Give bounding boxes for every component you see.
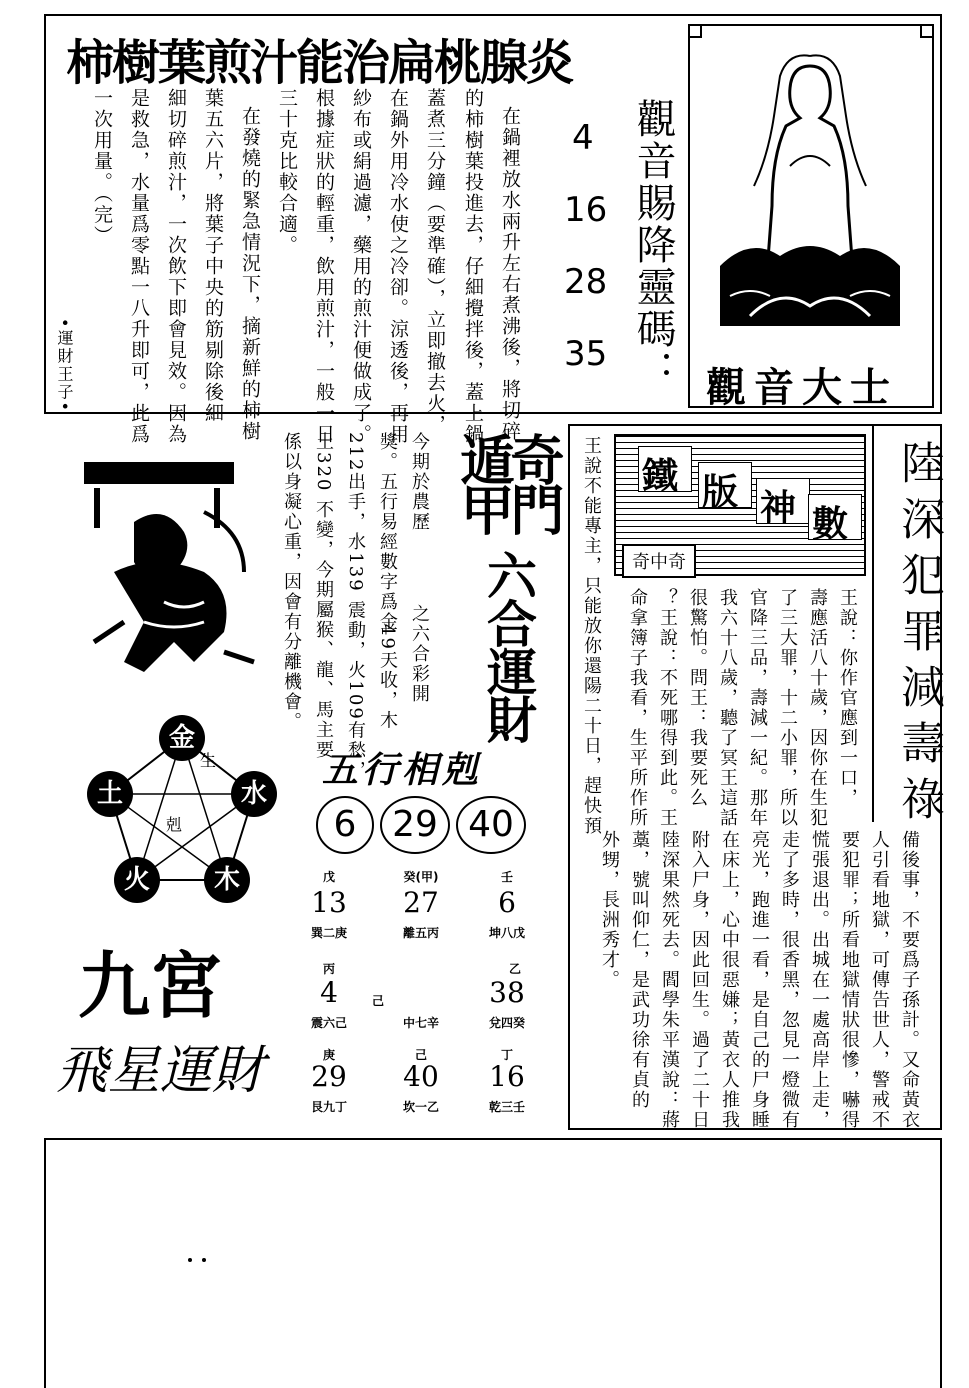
element-earth: 土 bbox=[87, 771, 133, 817]
bottom-frame-right bbox=[940, 1138, 942, 1388]
article-col-5: 紗布或絹過濾，藥用的煎汁便做成了。 bbox=[350, 88, 372, 445]
lu-col-15: 要犯罪；所看地獄情狀很慘，嚇得 bbox=[839, 830, 860, 1130]
jiugong-cell-1-label: 巽二庚 bbox=[310, 926, 347, 940]
jiugong-cell-6-stem: 乙 bbox=[508, 962, 521, 976]
element-metal: 金 bbox=[159, 715, 205, 761]
guanyin-caption: 觀音大士 bbox=[706, 364, 898, 411]
article-col-12: 一次用量。（完） bbox=[91, 88, 113, 247]
tieban-banner bbox=[614, 434, 866, 576]
article-col-10: 細切碎煎汁，一次飲下即會見效。因為 bbox=[165, 88, 187, 445]
element-wood: 木 bbox=[204, 857, 250, 903]
lu-col-14: 人引看地獄，可傳告世人，警戒不 bbox=[869, 830, 890, 1130]
jiugong-cell-7-label: 艮九丁 bbox=[310, 1100, 347, 1114]
article-col-7: 三十克比較合適。 bbox=[276, 88, 298, 256]
lu-col-6: 很驚怕。問王：我要死么 bbox=[687, 588, 708, 808]
guanyin-title: 觀音賜降靈碼： bbox=[630, 98, 676, 392]
lu-col-5: 我六十八歲，聽了冥王這話 bbox=[717, 588, 738, 828]
article-col-1: 在鍋裡放水兩升左右煮沸後，將切碎 bbox=[499, 106, 521, 442]
article-col-9: 葉五六片，將葉子中央的筋剔除後細 bbox=[202, 88, 224, 424]
qimen-col-2: 獎。五行易經數字爲金 bbox=[377, 432, 398, 632]
qimen-col-5: 係以身凝心重，因會有分離機會。 bbox=[281, 432, 302, 732]
warrior-illustration bbox=[74, 452, 264, 692]
guanyin-figure-illustration bbox=[690, 26, 932, 346]
article-col-11: 是救急，水量爲零點一八升即可，此爲 bbox=[128, 88, 150, 445]
jiugong-cell-9-label: 乾三壬 bbox=[488, 1100, 525, 1114]
qimen-title-b: 遁甲 bbox=[452, 432, 516, 532]
lu-col-13: 備後事，不要爲子孫計。又命黃衣 bbox=[899, 830, 920, 1130]
jiugong-cell-4-stem: 丙 bbox=[322, 962, 335, 976]
article-col-8: 在發燒的緊急情況下，摘新鮮的柿樹 bbox=[239, 106, 261, 442]
qimen-col-4: 土320 不變，今期屬猴、龍、馬主要 bbox=[313, 432, 334, 761]
article-author: •運財王子• bbox=[55, 318, 74, 413]
wuxing-ke-label: 剋 bbox=[166, 815, 183, 834]
banner-char-1: 鐵 bbox=[642, 455, 679, 497]
jiugong-title: 九宮 bbox=[78, 943, 223, 1028]
article-col-3: 蓋煮三分鐘（要準確），立即撤去火， bbox=[424, 88, 446, 436]
guanyin-number-2: 16 bbox=[564, 190, 608, 230]
qimen-col-1: 今期於農歷 bbox=[409, 432, 430, 532]
jiugong-cell-4-num: 4 bbox=[320, 976, 338, 1009]
lu-col-18: 亮光，跑進一看，是自己的尸身睡 bbox=[749, 830, 770, 1130]
jiugong-subtitle: 飛星運財 bbox=[56, 1041, 265, 1101]
jiugong-cell-7-num: 29 bbox=[311, 1060, 347, 1093]
lu-col-7b: ？王說：不死哪得到此。王 bbox=[657, 588, 678, 828]
guanyin-number-3: 28 bbox=[564, 262, 608, 302]
wuxing-title: 五行相剋 bbox=[322, 749, 483, 791]
lu-col-1: 王說：你作官應到一口， bbox=[837, 588, 858, 808]
lu-col-12: 王說不能專主，只能放你還陽二十日，趕快預 bbox=[581, 436, 602, 836]
jiugong-cell-5-stem: 己 bbox=[371, 994, 384, 1008]
lu-col-20: 附入尸身，因此回生。過了二十日 bbox=[689, 830, 710, 1130]
guanyin-picture-frame bbox=[688, 24, 934, 411]
bottom-frame-top bbox=[44, 1138, 942, 1140]
main-title: 柿樹葉煎汁能治扁桃腺炎 bbox=[66, 35, 573, 91]
lu-col-16: 慌張退出。出城在一處高岸上走， bbox=[809, 830, 830, 1130]
guanyin-number-4: 35 bbox=[564, 334, 608, 374]
jiugong-cell-5-label: 中七辛 bbox=[402, 1016, 439, 1030]
lu-story-divider bbox=[872, 424, 874, 822]
lu-col-21: 陸深果然死去。閻學朱平漢說：蔣 bbox=[659, 830, 680, 1130]
jiugong-cell-9-stem: 丁 bbox=[500, 1048, 513, 1062]
jiugong-cell-3-num: 6 bbox=[498, 886, 516, 919]
wuxing-number-2: 29 bbox=[380, 796, 450, 854]
qimen-title-a: 奇門 bbox=[502, 432, 566, 532]
lu-col-23: 外甥，長洲秀才。 bbox=[599, 830, 620, 990]
lu-col-3: 了三大罪，十二小罪，所以 bbox=[777, 588, 798, 828]
jiugong-cell-6-label: 兌四癸 bbox=[488, 1016, 525, 1030]
jiugong-cell-2-label: 離五丙 bbox=[402, 926, 439, 940]
article-col-2: 的柿樹葉投進去，仔細攪拌後，蓋上鍋 bbox=[462, 88, 484, 445]
jiugong-cell-3-label: 坤八戊 bbox=[488, 926, 525, 940]
jiugong-cell-3-stem: 壬 bbox=[500, 870, 513, 884]
lu-col-19: 在床上，心中很惡嫌；黃衣人推我 bbox=[719, 830, 740, 1130]
jiugong-cell-8-num: 40 bbox=[403, 1060, 439, 1093]
qimen-side-note: 之六合彩開 bbox=[409, 604, 430, 704]
wuxing-number-3: 40 bbox=[456, 796, 526, 854]
qimen-title-c: 六合運財 bbox=[479, 550, 538, 742]
lu-col-17: 走了多時，很香黑，忽見一燈微有 bbox=[779, 830, 800, 1130]
wuxing-number-1: 6 bbox=[316, 796, 374, 854]
jiugong-cell-1-num: 13 bbox=[311, 886, 347, 919]
bottom-frame-left bbox=[44, 1138, 46, 1388]
stray-dots bbox=[188, 1258, 192, 1262]
jiugong-cell-6-num: 38 bbox=[489, 976, 525, 1009]
guanyin-number-1: 4 bbox=[572, 118, 594, 158]
jiugong-cell-7-stem: 庚 bbox=[322, 1048, 335, 1062]
jiugong-cell-1-stem: 戊 bbox=[322, 870, 335, 884]
lu-col-22: 藁，號叫仰仁，是武功徐有貞的 bbox=[629, 830, 650, 1110]
qimen-side-note-2: 49天收，木 bbox=[377, 624, 398, 731]
qimen-col-3: 212出手，水139 震動，火109有愁， bbox=[345, 432, 366, 781]
jiugong-cell-2-num: 27 bbox=[403, 886, 439, 919]
lu-col-4: 官降三品，壽減一紀。那年 bbox=[747, 588, 768, 828]
banner-char-2: 版 bbox=[702, 471, 739, 513]
article-col-6: 根據症狀的輕重，飲用煎汁，一般一日 bbox=[313, 88, 335, 445]
element-water: 水 bbox=[231, 771, 277, 817]
element-fire: 火 bbox=[114, 857, 160, 903]
jiugong-cell-8-stem: 己 bbox=[414, 1048, 427, 1062]
jiugong-cell-2-stem: 癸(甲) bbox=[403, 870, 439, 884]
wuxing-sheng-label: 生 bbox=[200, 751, 217, 770]
jiugong-cell-9-num: 16 bbox=[489, 1060, 525, 1093]
jiugong-cell-8-label: 坎一乙 bbox=[402, 1100, 439, 1114]
lu-col-2: 壽應活八十歲，因你在生犯 bbox=[807, 588, 828, 828]
lu-story-title: 陸深犯罪減壽祿 bbox=[893, 440, 944, 832]
banner-tag: 奇中奇 bbox=[622, 544, 696, 578]
banner-char-4: 數 bbox=[812, 503, 849, 545]
article-col-4: 在鍋外用冷水使之冷卻。涼透後，再用 bbox=[387, 88, 409, 445]
lu-col-8: 命拿簿子我看，生平所作所 bbox=[627, 588, 648, 828]
banner-char-3: 神 bbox=[760, 487, 797, 529]
jiugong-cell-4-label: 震六己 bbox=[310, 1016, 347, 1030]
